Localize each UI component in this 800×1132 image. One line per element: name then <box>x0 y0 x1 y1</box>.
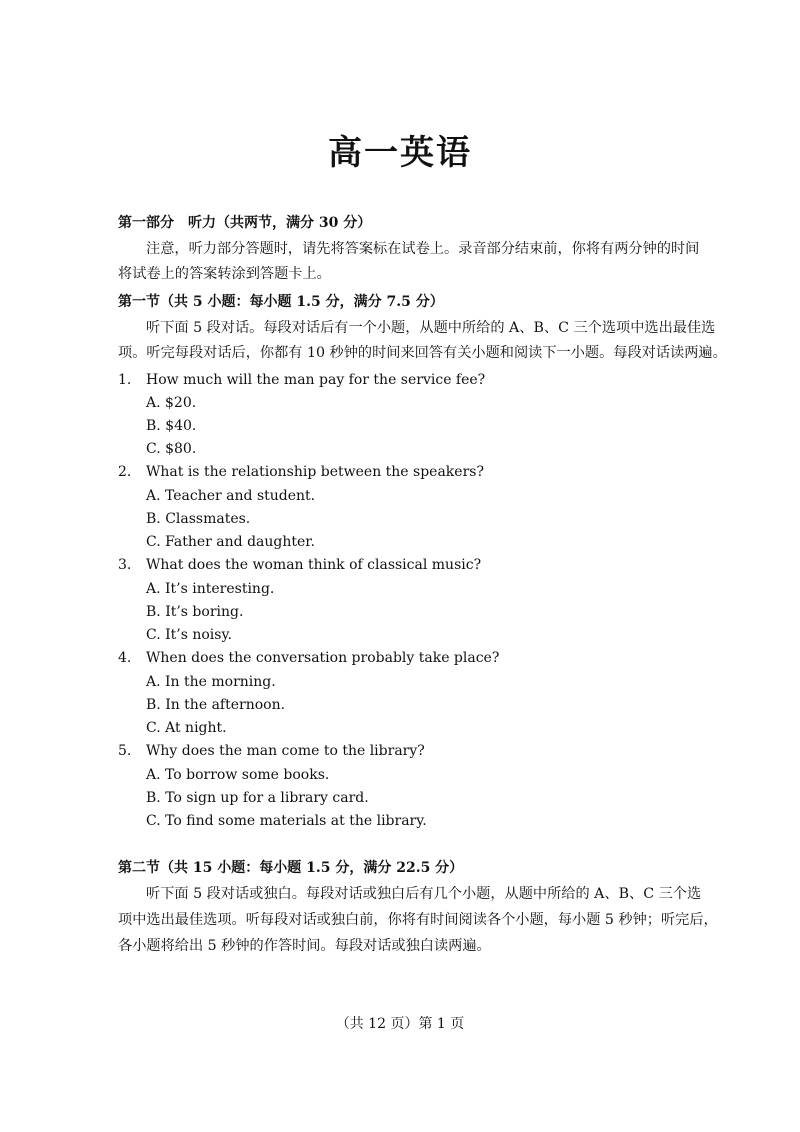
option-c: C. To find some materials at the library. <box>146 813 427 829</box>
option-c: C. It’s noisy. <box>146 627 232 643</box>
question-text: When does the conversation probably take place? <box>146 650 500 666</box>
option-c: C. Father and daughter. <box>146 534 315 550</box>
question-text: What does the woman think of classical music? <box>146 557 482 573</box>
option-a: A. In the morning. <box>146 674 276 690</box>
page-footer: （共 12 页）第 1 页 <box>335 1016 465 1032</box>
part1-heading: 第一部分 听力（共两节，满分 30 分） <box>118 215 372 231</box>
option-b: B. In the afternoon. <box>146 697 286 713</box>
option-b: B. Classmates. <box>146 511 251 527</box>
question-number: 2. <box>118 464 132 480</box>
question-number: 4. <box>118 650 132 666</box>
question-number: 5. <box>118 743 132 759</box>
section2-heading: 第二节（共 15 小题：每小题 1.5 分，满分 22.5 分） <box>118 860 464 876</box>
option-a: A. $20. <box>146 395 197 411</box>
option-a: A. To borrow some books. <box>146 767 330 783</box>
part1-note-line1: 注意，听力部分答题时，请先将答案标在试卷上。录音部分结束前，你将有两分钟的时间 <box>146 241 700 257</box>
option-b: B. It’s boring. <box>146 604 244 620</box>
question-number: 1. <box>118 372 132 388</box>
section2-instruction-line2: 项中选出最佳选项。听每段对话或独白前，你将有时间阅读各个小题，每小题 5 秒钟；听完后， <box>118 912 718 928</box>
option-b: B. To sign up for a library card. <box>146 790 369 806</box>
question-text: Why does the man come to the library? <box>146 743 425 759</box>
section1-instruction-line1: 听下面 5 段对话。每段对话后有一个小题，从题中所给的 A、B、C 三个选项中选出最佳选 <box>146 320 716 336</box>
option-c: C. At night. <box>146 720 227 736</box>
page-title: 高一英语 <box>328 133 472 173</box>
question-number: 3. <box>118 557 132 573</box>
section2-instruction-line3: 各小题将给出 5 秒钟的作答时间。每段对话或独白读两遍。 <box>118 938 491 954</box>
option-c: C. $80. <box>146 441 197 457</box>
question-text: What is the relationship between the speakers? <box>146 464 484 480</box>
section1-instruction-line2: 项。听完每段对话后，你都有 10 秒钟的时间来回答有关小题和阅读下一小题。每段对话读两遍。 <box>118 345 727 361</box>
section1-heading: 第一节（共 5 小题：每小题 1.5 分，满分 7.5 分） <box>118 294 444 310</box>
option-b: B. $40. <box>146 418 197 434</box>
option-a: A. Teacher and student. <box>146 488 316 504</box>
option-a: A. It’s interesting. <box>146 581 275 597</box>
question-text: How much will the man pay for the service fee? <box>146 372 486 388</box>
section2-instruction-line1: 听下面 5 段对话或独白。每段对话或独白后有几个小题，从题中所给的 A、B、C 三个选 <box>146 886 702 902</box>
part1-note-line2: 将试卷上的答案转涂到答题卡上。 <box>118 266 331 282</box>
